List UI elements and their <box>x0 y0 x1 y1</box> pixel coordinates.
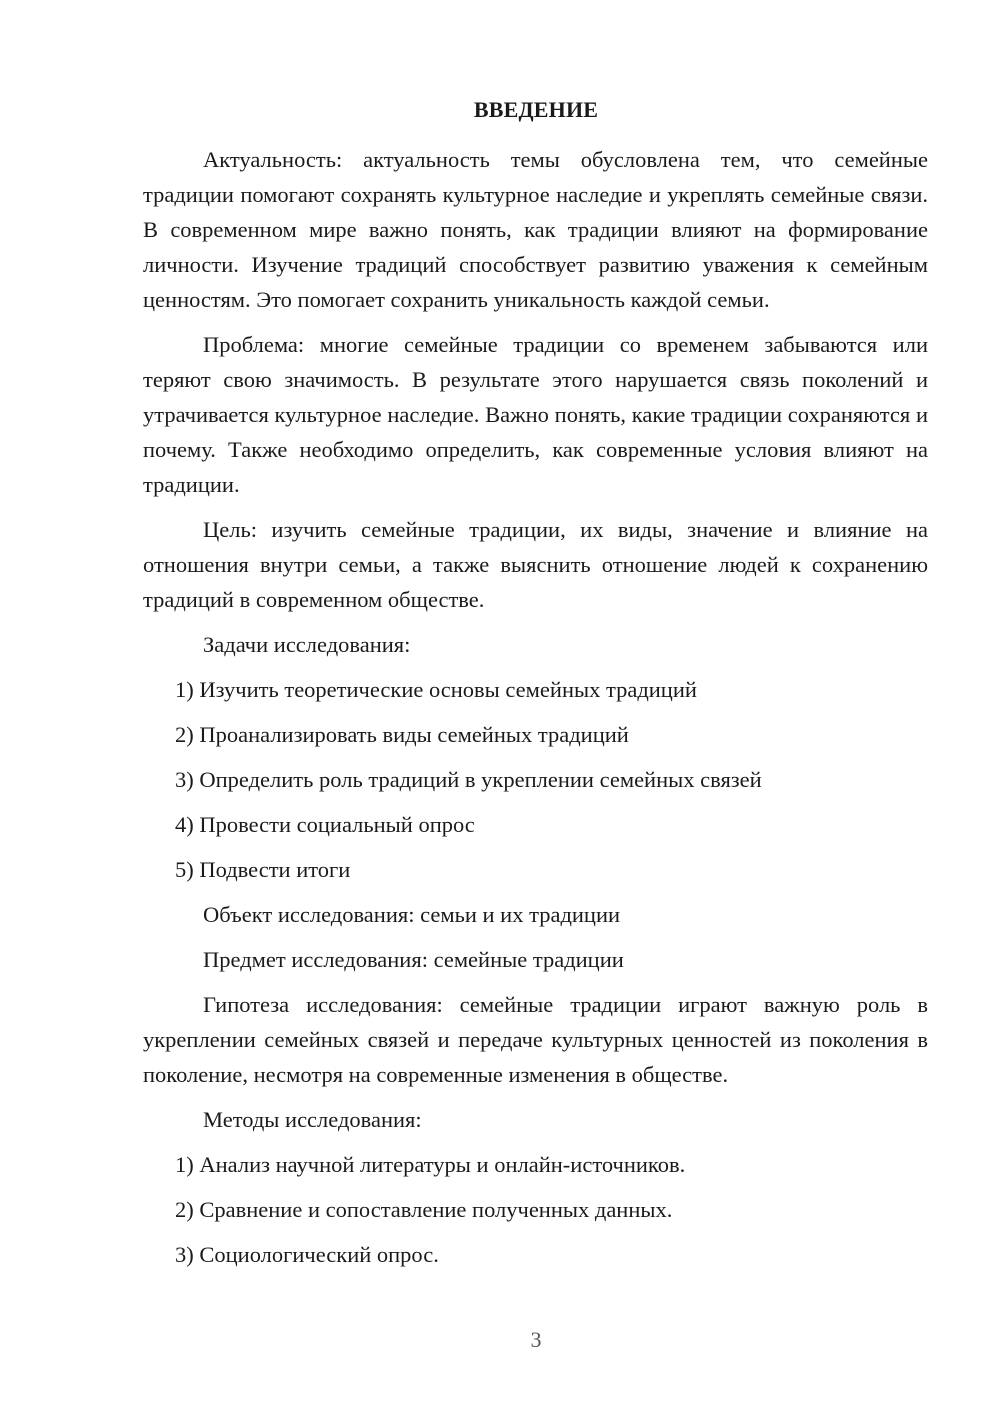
method-item: 2) Сравнение и сопоставление полученных данных. <box>175 1197 673 1222</box>
hypothesis-paragraph: Гипотеза исследования: семейные традиции играют важную роль в укреплении семейных связей и передаче культурных ценностей из поколения в поколение, несмотря на современные изменения в обществе. <box>143 992 928 1087</box>
method-item: 1) Анализ научной литературы и онлайн-источников. <box>175 1152 686 1177</box>
task-item: 5) Подвести итоги <box>175 857 351 882</box>
task-item: 3) Определить роль традиций в укреплении семейных связей <box>175 767 762 792</box>
object-paragraph: Объект исследования: семьи и их традиции <box>203 902 621 927</box>
method-item: 3) Социологический опрос. <box>175 1242 439 1267</box>
task-item: 2) Проанализировать виды семейных традиций <box>175 722 629 747</box>
tasks-heading: Задачи исследования: <box>203 632 411 657</box>
problem-paragraph: Проблема: многие семейные традиции со временем забываются или теряют свою значимость. В результате этого нарушается связь поколений и утрачивается культурное наследие. Важно понять, какие традиции сохраняются и почему. Также необходимо определить, как современные условия влияют на традиции. <box>143 332 928 497</box>
task-item: 4) Провести социальный опрос <box>175 812 475 837</box>
subject-paragraph: Предмет исследования: семейные традиции <box>203 947 624 972</box>
task-item: 1) Изучить теоретические основы семейных традиций <box>175 677 697 702</box>
relevance-paragraph: Актуальность: актуальность темы обусловлена тем, что семейные традиции помогают сохранять культурное наследие и укреплять семейные связи. В современном мире важно понять, как традиции влияют на формирование личности. Изучение традиций способствует развитию уважения к семейным ценностям. Это помогает сохранить уникальность каждой семьи. <box>143 147 928 312</box>
page-title: ВВЕДЕНИЕ <box>473 97 599 122</box>
goal-paragraph: Цель: изучить семейные традиции, их виды, значение и влияние на отношения внутри семьи, а также выяснить отношение людей к сохранению традиций в современном обществе. <box>143 517 928 612</box>
page-number: 3 <box>530 1327 542 1352</box>
document-body <box>143 142 928 1282</box>
methods-heading: Методы исследования: <box>203 1107 422 1132</box>
